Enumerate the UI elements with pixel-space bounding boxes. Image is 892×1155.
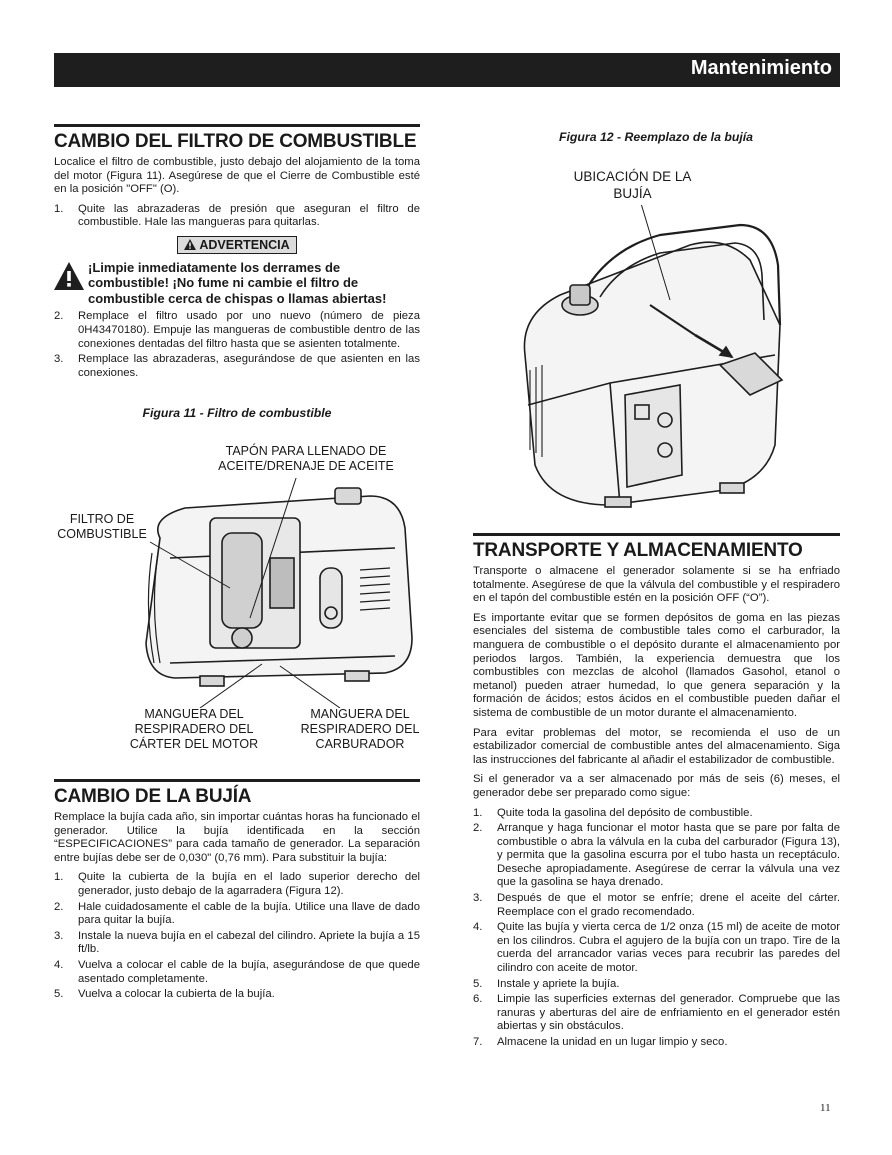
transport-steps	[473, 807, 840, 1050]
list-item-text: Arranque y haga funcionar el motor hasta que se pare por falta de combustible o abra la válvula en la cuba del carburador (Figura 13), y permita que la gasolina escurra por el tubo hasta un receptáculo. Deseche apropiadamente. Asegúrese de cerrar la válvula una vez que la gasolina se haya drenado.	[497, 822, 840, 889]
fuel-filter-label: FILTRO DE COMBUSTIBLE	[57, 512, 147, 541]
fuel-filter-intro: Localice el filtro de combustible, justo debajo del alojamiento de la toma del motor (Figura 11). Asegúrese de que el Cierre de Combustible esté en la posición "OFF" (O).	[54, 156, 420, 196]
list-item-number: 7.	[473, 1036, 483, 1048]
warning-triangle-icon	[184, 239, 196, 250]
oil-cap-label: TAPÓN PARA LLENADO DE ACEITE/DRENAJE DE ACEITE	[218, 444, 394, 473]
figure11-generator-illustration	[130, 478, 430, 708]
list-item-number: 3.	[54, 353, 64, 366]
page-number: 11	[820, 1102, 831, 1114]
list-item	[54, 901, 420, 928]
list-item-number: 1.	[54, 202, 64, 215]
list-item-text: Instale y apriete la bujía.	[497, 977, 620, 990]
list-item-text: Quite la cubierta de la bujía en el lado superior derecho del generador, justo debajo de la agarradera (Figura 12).	[78, 871, 420, 897]
transport-paragraph: Para evitar problemas del motor, se recomienda el uso de un estabilizador comercial de combustible antes del almacenamiento. Siga las instrucciones del fabricante al añadir el estabilizador de combustible.	[473, 726, 840, 766]
list-item-number: 2.	[473, 822, 483, 835]
list-item	[54, 988, 420, 1002]
list-item-number: 3.	[54, 929, 64, 942]
list-item-text: Quite toda la gasolina del depósito de combustible.	[497, 806, 753, 819]
list-item-text: Remplace el filtro usado por uno nuevo (número de pieza 0H43470180). Empuje las mangueras de combustible dentro de las conexiones dentadas del filtro hasta que se asienten totalmente.	[78, 310, 420, 350]
list-item-number: 5.	[473, 977, 483, 990]
figure12-caption: Figura 12 - Reemplazo de la bujía	[558, 130, 754, 144]
list-item	[473, 978, 840, 992]
list-item	[54, 353, 420, 380]
header-bar	[54, 53, 840, 87]
transport-paragraph: Es importante evitar que se formen depósitos de goma en las piezas esenciales del sistema de combustible tales como el carburador, la manguera de combustible o el depósito durante el almacenamiento por periodos largos. También, la experiencia demuestra que los combustibles con mezclas de alcohol (llamados Gasohol, etanol o metanol) pueden atraer humedad, lo que genera separación y la formación de ácidos; estos ácidos en el combustible pueden dañar el sistema de combustible de un motor durante el almacenamiento.	[473, 611, 840, 719]
spark-plug-intro: Remplace la bujía cada año, sin importar cuántas horas ha funcionado el generador. Utilice la bujía identificada en la sección “ESPECIFICACIONES” para cada tamaño de generador. La separación entre bujías debe ser de 0,030" (0,76 mm). Para substituir la bujía:	[54, 811, 420, 864]
warning-row	[54, 260, 420, 307]
list-item	[54, 959, 420, 986]
list-item	[473, 993, 840, 1034]
warning-label-text: ADVERTENCIA	[199, 237, 290, 252]
transport-paragraph: Si el generador va a ser almacenado por más de seis (6) meses, el generador debe ser preparado como sigue:	[473, 773, 840, 799]
list-item-number: 3.	[473, 892, 483, 905]
list-item-number: 1.	[473, 806, 483, 819]
list-item-text: Quite las bujía y vierta cerca de 1/2 onza (15 ml) de aceite de motor en los cilindros. Cubra el agujero de la bujía con un trapo. Tire de la cuerda del arrancador varias veces para recubrir las paredes del cilindro con aceite de motor.	[497, 921, 840, 975]
list-item-number: 2.	[54, 310, 64, 323]
spark-plug-section	[54, 779, 420, 1004]
list-item-text: Instale la nueva bujía en el cabezal del cilindro. Apriete la bujía a 15 ft/lb.	[78, 929, 420, 956]
list-item-text: Hale cuidadosamente el cable de la bujía. Utilice una llave de dado para quitar la bujía.	[78, 900, 420, 927]
transport-section	[473, 533, 840, 1052]
list-item-text: Remplace las abrazaderas, asegurándose de que asienten en las conexiones.	[78, 353, 420, 379]
warning-label	[177, 236, 296, 254]
list-item-text: Vuelva a colocar el cable de la bujía, asegurándose de que quede asentado completamente.	[78, 958, 420, 985]
spark-plug-title: CAMBIO DE LA BUJÍA	[54, 779, 420, 808]
crankcase-hose-label: MANGUERA DEL RESPIRADERO DEL CÁRTER DEL MOTOR	[129, 707, 259, 751]
list-item-number: 5.	[54, 988, 64, 1001]
list-item	[54, 871, 420, 898]
fuel-filter-section	[54, 124, 420, 382]
fuel-filter-title: CAMBIO DEL FILTRO DE COMBUSTIBLE	[54, 124, 420, 153]
transport-title: TRANSPORTE Y ALMACENAMIENTO	[473, 533, 840, 562]
list-item-number: 2.	[54, 900, 64, 913]
list-item	[473, 892, 840, 919]
carburetor-hose-label: MANGUERA DEL RESPIRADERO DEL CARBURADOR	[300, 707, 420, 751]
list-item	[54, 203, 420, 230]
spark-plug-steps	[54, 871, 420, 1001]
list-item-text: Quite las abrazaderas de presión que aseguran el filtro de combustible. Hale las mangueras para quitarlas.	[78, 202, 420, 229]
list-item	[54, 310, 420, 351]
transport-paragraphs	[473, 565, 840, 801]
figure11-caption: Figura 11 - Filtro de combustible	[142, 406, 332, 420]
list-item	[473, 822, 840, 890]
transport-paragraph: Transporte o almacene el generador solamente si se ha enfriado totalmente. Asegúrese de que la válvula del combustible y el respiradero en el tapón del combustible estén en la posición OFF (“O”).	[473, 565, 840, 605]
list-item-text: Después de que el motor se enfríe; drene el aceite del cárter. Reemplace con el grado recomendado.	[497, 892, 840, 918]
list-item-number: 6.	[473, 993, 483, 1006]
list-item	[54, 930, 420, 957]
list-item-text: Limpie las superficies externas del generador. Compruebe que las ranuras y aberturas del aire de enfriamiento en el generador estén abiertas y sin obstáculos.	[497, 993, 840, 1033]
list-item-number: 4.	[54, 958, 64, 971]
figure12-generator-illustration	[510, 205, 810, 525]
page-section-title: Mantenimiento	[690, 57, 832, 79]
warning-text: ¡Limpie inmediatamente los derrames de combustible! ¡No fume ni cambie el filtro de combustible cerca de chispas o llamas abiertas!	[88, 259, 387, 306]
spark-plug-location-label: UBICACIÓN DE LA BUJÍA	[573, 169, 692, 201]
list-item	[473, 807, 840, 821]
list-item-number: 1.	[54, 871, 64, 884]
warning-triangle-icon	[54, 262, 84, 290]
list-item-number: 4.	[473, 921, 483, 934]
fuel-filter-steps-b	[54, 310, 420, 380]
list-item	[473, 1036, 840, 1050]
fuel-filter-steps-a	[54, 203, 420, 230]
list-item	[473, 921, 840, 975]
list-item-text: Vuelva a colocar la cubierta de la bujía.	[78, 988, 275, 1001]
list-item-text: Almacene la unidad en un lugar limpio y seco.	[497, 1036, 728, 1048]
